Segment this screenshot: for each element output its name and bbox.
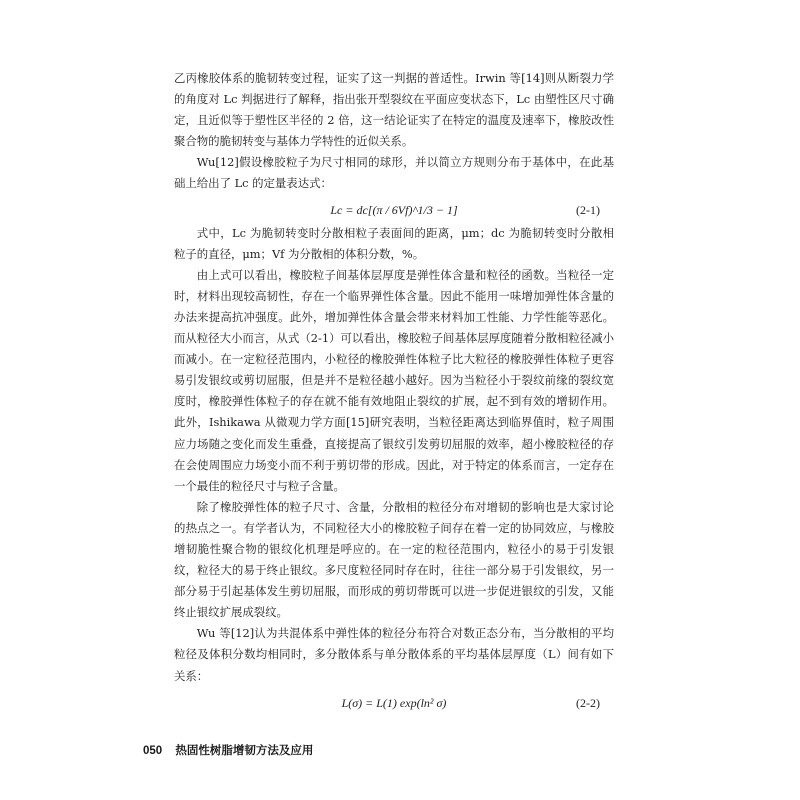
equation-2-2 [174, 691, 614, 715]
paragraph-2: Wu[12]假设橡胶粒子为尺寸相同的球形，并以简立方规则分布于基体中，在此基础上给出了 Lc 的定量表达式： [174, 155, 614, 191]
paragraph-1: 乙丙橡胶体系的脆韧转变过程，证实了这一判据的普适性。Irwin 等[14]则从断裂力学的角度对 Lc 判据进行了解释，指出张开型裂纹在平面应变状态下，Lc 由塑性区尺寸确定，且近似等于塑性区半径的 2 倍，这一结论证实了在特定的温度及速率下，橡胶改性聚合物的脆韧转变与基体力学特性的近似关系。 [174, 71, 614, 149]
page-number: 050 [143, 745, 163, 757]
paragraph-3: 式中，Lc 为脆韧转变时分散相粒子表面间的距离，μm；dc 为脆韧转变时分散相粒子的直径，μm；Vf 为分散相的体积分数，%。 [174, 225, 614, 261]
equation-2-1-formula: Lc = dc[(π / 6Vf)^1/3 − 1] [330, 202, 458, 217]
body-text [174, 68, 614, 719]
equation-2-2-formula: L(σ) = L(1) exp(ln² σ) [341, 695, 447, 710]
paragraph-4: 由上式可以看出，橡胶粒子间基体层厚度是弹性体含量和粒径的函数。当粒径一定时，材料出现较高韧性，存在一个临界弹性体含量。因此不能用一味增加弹性体含量的办法来提高抗冲强度。此外，增加弹性体含量会带来材料加工性能、力学性能等恶化。而从粒径大小而言，从式（2-1）可以看出，橡胶粒子间基体层厚度随着分散相粒径减小而减小。在一定粒径范围内，小粒径的橡胶弹性体粒子比大粒径的橡胶弹性体粒子更容易引发银纹或剪切屈服，但是并不是粒径越小越好。因为当粒径小于裂纹前缘的裂纹宽度时，橡胶弹性体粒子的存在就不能有效地阻止裂纹的扩展，起不到有效的增韧作用。此外，Ishikawa 从微观力学方面[15]研究表明，当粒径距离达到临界值时，粒子周围应力场随之变化而发生重叠，直接提高了银纹引发剪切屈服的效率，超小橡胶粒径的存在会使周围应力场变小而不利于剪切带的形成。因此，对于特定的体系而言，一定存在一个最佳的粒径尺寸与粒子含量。 [174, 267, 614, 493]
equation-2-2-number: (2-2) [576, 695, 600, 710]
equation-2-1 [174, 198, 614, 222]
page-footer [143, 742, 313, 758]
paragraph-6: Wu 等[12]认为共混体系中弹性体的粒径分布符合对数正态分布，当分散相的平均粒径及体积分数均相同时，多分散体系与单分散体系的平均基体层厚度（L）间有如下关系： [174, 626, 614, 683]
paragraph-5: 除了橡胶弹性体的粒子尺寸、含量，分散相的粒径分布对增韧的影响也是大家讨论的热点之一。有学者认为，不同粒径大小的橡胶粒子间存在着一定的协同效应，与橡胶增韧脆性聚合物的银纹化机理是呼应的。在一定的粒径范围内，粒径小的易于引发银纹，粒径大的易于终止银纹。多尺度粒径同时存在时，往往一部分易于引发银纹，另一部分易于引起基体发生剪切屈服，而形成的剪切带既可以进一步促进银纹的引发，又能终止银纹扩展成裂纹。 [174, 499, 614, 620]
equation-2-1-number: (2-1) [576, 202, 600, 217]
book-title: 热固性树脂增韧方法及应用 [175, 745, 314, 757]
